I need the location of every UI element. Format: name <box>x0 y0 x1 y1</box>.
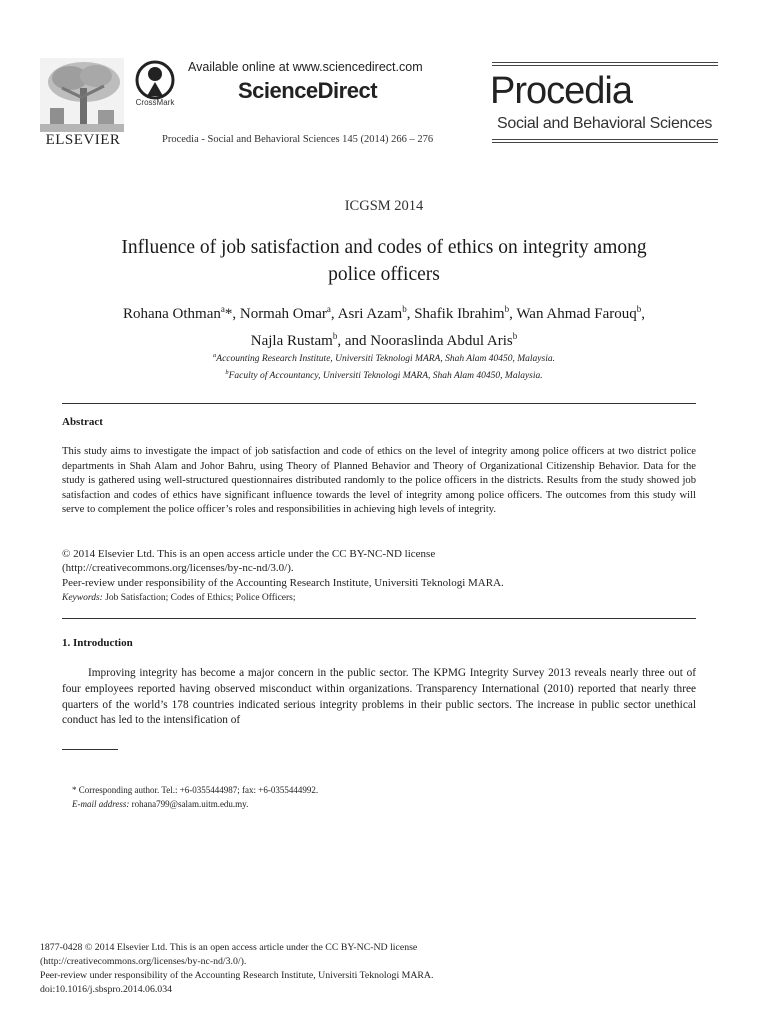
elsevier-wordmark: ELSEVIER <box>45 132 121 148</box>
doi[interactable]: doi:10.1016/j.sbspro.2014.06.034 <box>40 984 172 995</box>
author-list <box>40 298 728 352</box>
author: Rohana Othman$^a$*, <box>122 304 240 322</box>
peer-review-bottom: Peer-review under responsibility of the Accounting Research Institute, Universiti Teknologi MARA. <box>40 970 434 981</box>
license-text: © 2014 Elsevier Ltd. This is an open access article under the CC BY-NC-ND license <box>62 548 436 560</box>
divider-top <box>62 403 696 404</box>
keywords-label: Keywords: <box>62 593 103 603</box>
crossmark-label: CrossMark <box>135 98 175 107</box>
procedia-rule-top <box>492 62 718 66</box>
affiliation: $^a$Accounting Research Institute, Universiti Teknologi MARA, Shah Alam 40450, Malaysia. <box>213 352 555 365</box>
procedia-rule-bottom <box>492 139 718 143</box>
email-line <box>72 797 318 811</box>
procedia-title: Procedia <box>490 70 632 112</box>
abstract-body: This study aims to investigate the impact of job satisfaction and code of ethics on the level of integrity among police officers at two district police departments in Shah Alam and Johor Bahru, using Theory of Planned Behavior and Theory of Organizational Citizenship Behavior. Data for the study is gathered using well-structured questionnaires distributed randomly to the police officers in the districts. Results from the study showed job satisfaction and codes of ethics have significant influence towards the level of integrity among police officers. The outcomes from this study will serve to complement the police officer’s roles and responsibilities in achieving high levels of integrity. <box>62 446 696 516</box>
intro-heading: 1. Introduction <box>62 637 133 649</box>
footnote-divider <box>62 749 118 750</box>
footnote <box>72 783 318 811</box>
peer-review-text: Peer-review under responsibility of the Accounting Research Institute, Universiti Teknologi MARA. <box>62 576 504 589</box>
divider-bottom <box>62 618 696 619</box>
intro-body: Improving integrity has become a major concern in the public sector. The KPMG Integrity Survey 2013 reveals nearly three out of four employees reported having observed misconduct within organizations. Transparency International (2010) reported that nearly three quarters of the world’s 178 countries indicated serious integrity problems in their public sectors. The increase in public sector unethical conduct has led to the intensification of <box>62 667 696 727</box>
elsevier-tree-logo <box>40 58 124 132</box>
crossmark-icon[interactable] <box>135 60 175 100</box>
license-link-bottom[interactable]: (http://creativecommons.org/licenses/by-nc-nd/3.0/). <box>40 956 247 967</box>
affiliation: $^b$Faculty of Accountancy, Universiti Teknologi MARA, Shah Alam 40450, Malaysia. <box>225 369 543 382</box>
keywords-text: Job Satisfaction; Codes of Ethics; Police Officers; <box>102 593 296 603</box>
email-label: E-mail address: <box>72 799 130 809</box>
corresponding-author: * Corresponding author. Tel.: +6-0355444987; fax: +6-0355444992. <box>72 785 319 795</box>
license-statement <box>62 547 696 590</box>
author: Shafik Ibrahim$^b$, <box>414 304 517 322</box>
keywords <box>62 593 296 603</box>
sciencedirect-logo[interactable]: ScienceDirect <box>238 78 378 103</box>
abstract-heading: Abstract <box>62 416 103 428</box>
available-online-text: Available online at www.sciencedirect.com <box>188 60 423 74</box>
paper-title-line-1: Influence of job satisfaction and codes of ethics on integrity among <box>121 237 647 258</box>
author: Najla Rustam$^b$, and <box>250 331 371 349</box>
paper-title <box>40 234 728 288</box>
author: Asri Azam$^b$, <box>337 304 415 322</box>
license-link[interactable]: (http://creativecommons.org/licenses/by-nc-nd/3.0/). <box>62 562 294 575</box>
email-address[interactable]: rohana799@salam.uitm.edu.my. <box>129 799 249 809</box>
bottom-matter <box>40 941 730 997</box>
author: Wan Ahmad Farouq$^b$, <box>516 304 646 322</box>
affiliations <box>40 349 728 383</box>
conference-name: ICGSM 2014 <box>344 198 424 214</box>
issn-license: 1877-0428 © 2014 Elsevier Ltd. This is an open access article under the CC BY-NC-ND license <box>40 942 418 953</box>
paper-title-line-2: police officers <box>328 264 440 285</box>
author: Nooraslinda Abdul Aris$^b$ <box>370 331 518 349</box>
author: Normah Omar$^a$, <box>239 304 338 322</box>
procedia-subtitle: Social and Behavioral Sciences <box>497 115 713 132</box>
journal-citation: Procedia - Social and Behavioral Sciences 145 (2014) 266 – 276 <box>162 134 434 145</box>
